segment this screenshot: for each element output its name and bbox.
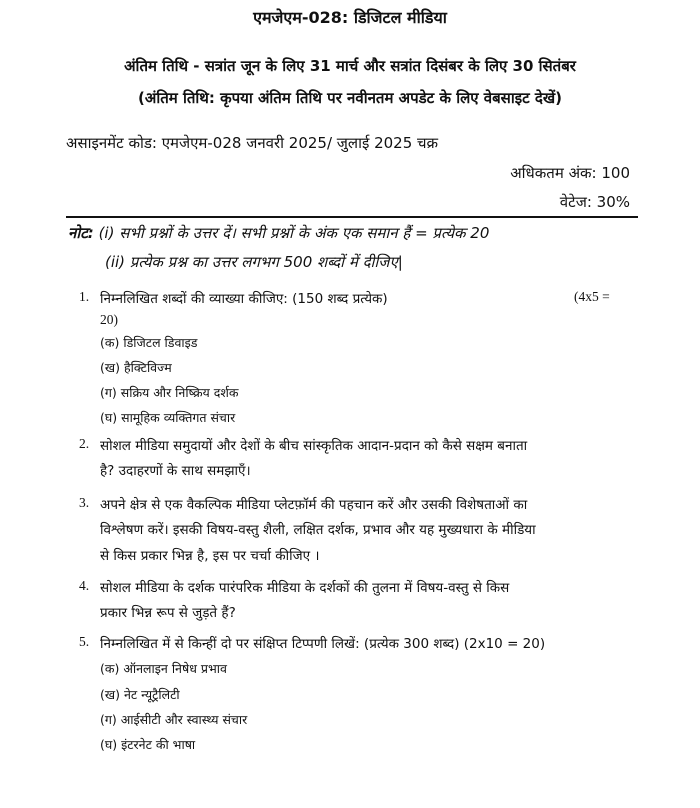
note-text-1: (i) सभी प्रश्नों के उत्तर दें। सभी प्रश्नों के अंक एक समान हैं = प्रत्येक 20 xyxy=(98,224,490,242)
divider xyxy=(66,216,638,218)
document-title: एमजेएम-028: डिजिटल मीडिया xyxy=(253,8,447,27)
deadline-line-1: अंतिम तिथि - सत्रांत जून के लिए 31 मार्च और सत्रांत दिसंबर के लिए 30 सितंबर xyxy=(124,57,576,75)
sub-item: (ग) आईसीटी और स्वास्थ्य संचार xyxy=(100,712,248,727)
question-number: 2. xyxy=(79,436,90,451)
assignment-code: असाइनमेंट कोड: एमजेएम-028 जनवरी 2025/ जुलाई 2025 चक्र xyxy=(66,134,439,152)
question-number: 1. xyxy=(79,289,90,304)
question-text: है? उदाहरणों के साथ समझाएँ। xyxy=(100,463,251,479)
note-label: नोट: xyxy=(68,224,94,242)
sub-item: (क) ऑनलाइन निषेध प्रभाव xyxy=(100,661,227,676)
question-text: विश्लेषण करें। इसकी विषय-वस्तु शैली, लक्षित दर्शक, प्रभाव और यह मुख्यधारा के मीडिया xyxy=(100,522,536,538)
sub-item: (ग) सक्रिय और निष्क्रिय दर्शक xyxy=(100,385,239,400)
sub-item: (घ) इंटरनेट की भाषा xyxy=(100,737,196,752)
max-marks: अधिकतम अंक: 100 xyxy=(510,164,630,182)
question-text: प्रकार भिन्न रूप से जुड़ते हैं? xyxy=(100,605,236,621)
question-text: सोशल मीडिया के दर्शक पारंपरिक मीडिया के दर्शकों की तुलना में विषय-वस्तु से किस xyxy=(100,580,510,596)
sub-item: (घ) सामूहिक व्यक्तिगत संचार xyxy=(100,410,236,425)
sub-item: (ख) नेट न्यूट्रैलिटी xyxy=(100,687,180,702)
question-number: 5. xyxy=(79,634,90,649)
question-text: निम्नलिखित में से किन्हीं दो पर संक्षिप्त टिप्पणी लिखें: (प्रत्येक 300 शब्द) (2x10 = 20) xyxy=(100,636,546,652)
question-marks: (4x5 = xyxy=(574,289,610,304)
question-number: 3. xyxy=(79,495,90,510)
sub-item: (ख) हैक्टिविज्म xyxy=(100,360,172,375)
question-text: निम्नलिखित शब्दों की व्याख्या कीजिए: (150 शब्द प्रत्येक) xyxy=(100,291,388,307)
question-text: अपने क्षेत्र से एक वैकल्पिक मीडिया प्लेटफ़ॉर्म की पहचान करें और उसकी विशेषताओं का xyxy=(100,497,528,513)
question-text: से किस प्रकार भिन्न है, इस पर चर्चा कीजिए । xyxy=(100,548,320,564)
deadline-line-2: (अंतिम तिथि: कृपया अंतिम तिथि पर नवीनतम अपडेट के लिए वेबसाइट देखें) xyxy=(138,89,562,107)
question-marks-cont: 20) xyxy=(100,312,118,327)
question-number: 4. xyxy=(79,578,90,593)
question-text: सोशल मीडिया समुदायों और देशों के बीच सांस्कृतिक आदान-प्रदान को कैसे सक्षम बनाता xyxy=(100,438,528,454)
sub-item: (क) डिजिटल डिवाइड xyxy=(100,335,198,350)
note-line-2: (ii) प्रत्येक प्रश्न का उत्तर लगभग 500 शब्दों में दीजिए| xyxy=(105,253,403,271)
note-line-1 xyxy=(68,223,489,243)
weightage: वेटेज: 30% xyxy=(559,193,630,211)
